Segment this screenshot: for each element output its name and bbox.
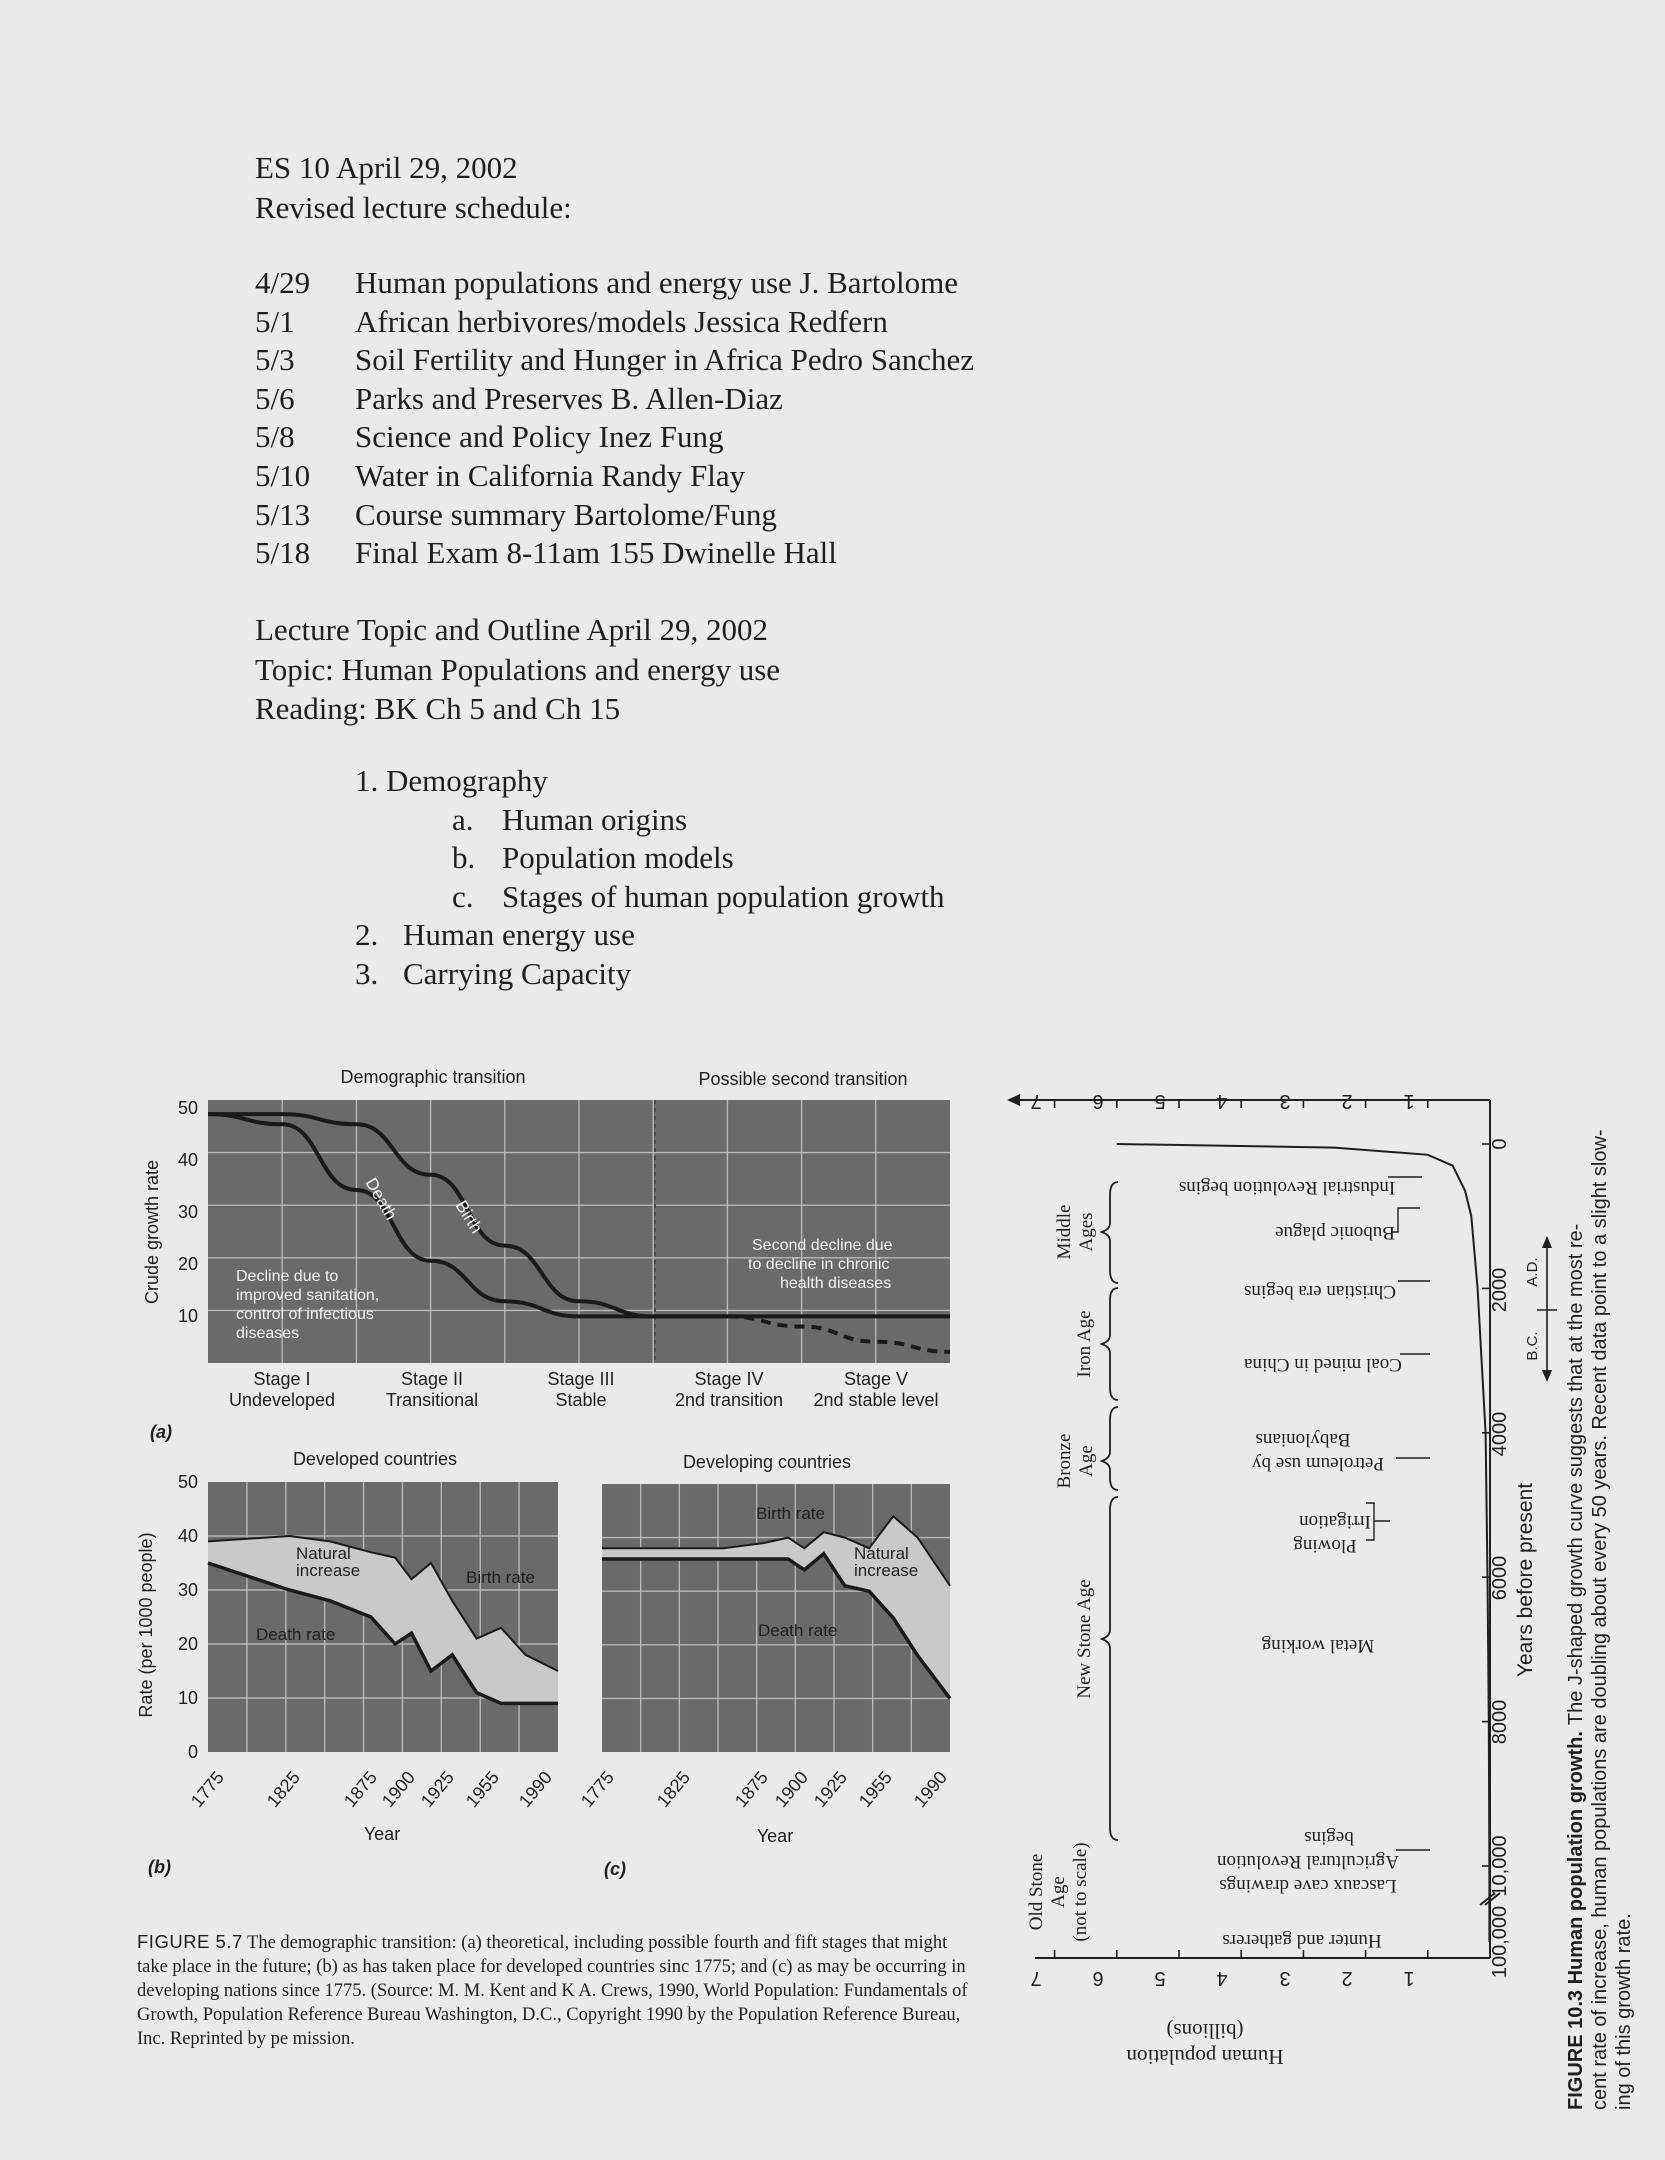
event-metal-working: Metal working [1261,1635,1375,1656]
age-sublabel: (not to scale) [1070,1842,1091,1942]
x-tick: 1775 [576,1767,618,1811]
panel-a-title-left: Demographic transition [340,1067,526,1087]
caption-line-3: ing of this growth rate. [1613,1913,1635,2110]
caption-line-2: cent rate of increase, human populations are doubling about every 50 years. Recent data point to a slight slow- [1589,1129,1611,2110]
y-tick: 7 [1030,1967,1042,1989]
era-arrow-head [1542,1236,1552,1248]
schedule-topic: Soil Fertility and Hunger in Africa Pedro Sanchez [355,342,975,378]
birth-curve-label: Birth [451,1197,487,1237]
event-annotations [1179,1177,1430,1951]
x-tick: 100,000 [1489,1905,1511,1979]
figure-5-7-caption-text: The demographic transition: (a) theoretical, including possible fourth and fift stages that might take place in the future; (b) as has taken place for developed countries sinc 1775; and (c) as may be occurring in developing nations since 1775. (Source: M. M. Kent and K A. Crews, 1990, World Population: Fundamentals of Growth, Population Reference Bureau Washington, D.C., Copyright 1990 by the Population Reference Bureau, Inc. Reprinted by pe mission. [137,1933,968,2049]
y-tick: 7 [1030,1090,1042,1112]
panel-a-ytick: 20 [177,1254,198,1274]
x-tick: 1990 [909,1767,951,1811]
panel-c-letter: (c) [604,1859,626,1879]
y-tick: 4 [1216,1090,1228,1112]
panel-b-ytick: 20 [177,1634,198,1654]
y-tick: 6 [1092,1967,1104,1989]
age-label-new-stone-age: New Stone Age [1074,1579,1095,1699]
panel-b-ytick: 50 [177,1472,198,1492]
population-axis-unit: (billions) [1166,2019,1244,2043]
schedule-date: 5/1 [255,303,295,339]
y-tick: 5 [1154,1967,1166,1989]
outline-letter: c. [452,878,474,914]
population-axis-label: Human population [1126,2045,1284,2069]
schedule-heading: Revised lecture schedule: [255,190,572,225]
panel-b-ytick: 30 [177,1580,198,1600]
y-tick: 1 [1403,1967,1415,1989]
schedule-topic: Human populations and energy use J. Bartolome [355,265,958,300]
panel-a-letter: (a) [150,1422,172,1442]
chronic-disease-note: Second decline due to decline in chronic health diseases [748,1237,893,1292]
outline-number: 2. [355,917,379,953]
age-label-old-stone-age: Old Stone [1026,1853,1047,1931]
natural-increase-label: Natural increase [854,1544,919,1580]
schedule-topic: African herbivores/models Jessica Redfern [355,303,888,339]
panel-a-ytick: 50 [177,1098,198,1118]
age-sublabel: Ages [1076,1212,1097,1252]
bracket [1102,1497,1118,1840]
figure-5-7-label: FIGURE 5.7 [137,1931,243,1952]
outline-number: 1. [355,763,379,798]
schedule-date: 5/6 [255,380,295,416]
schedule-topic: Course summary Bartolome/Fung [355,496,777,532]
x-tick: 1900 [770,1767,812,1811]
era-ad-label: A.D. [1524,1257,1541,1287]
panel-c [577,1452,951,1879]
y-tick: 2 [1341,1090,1353,1112]
birth-rate-label: Birth rate [466,1568,535,1587]
event-bubonic-plague: Bubonic plague [1275,1222,1395,1243]
x-tick: 0 [1489,1138,1511,1150]
age-label-iron-age: Iron Age [1074,1310,1095,1378]
y-tick: 3 [1279,1090,1291,1112]
figure-5-7-caption [137,1930,982,2051]
event-petroleum: Petroleum use by [1252,1453,1384,1474]
schedule-topic: Final Exam 8-11am 155 Dwinelle Hall [355,535,837,571]
era-bc-label: B.C. [1524,1331,1541,1361]
death-rate-label: Death rate [758,1621,838,1640]
schedule-date: 5/10 [255,457,311,493]
schedule-date: 5/13 [255,496,311,532]
outline-letter: a. [452,801,474,837]
stage-label: Stage IV [694,1369,764,1389]
outline-text: Stages of human population growth [502,878,945,914]
panel-b-ytick: 40 [177,1526,198,1546]
age-brackets [1026,1182,1118,1942]
stage-sublabel: 2nd transition [674,1390,784,1410]
panel-c-x-label: Year [756,1826,794,1846]
event-christian-era: Christian era begins [1244,1281,1396,1302]
event-plowing: Plowing [1293,1535,1357,1556]
schedule-topic: Water in California Randy Flay [355,457,746,493]
stage-sublabel: Transitional [385,1390,479,1410]
stage-label: Stage V [843,1369,909,1389]
schedule-date: 5/8 [255,419,295,455]
panel-a-title-right: Possible second transition [698,1069,908,1089]
y-tick: 2 [1341,1967,1353,1989]
x-tick: 1925 [809,1767,851,1811]
schedule-date: 5/3 [255,342,295,378]
bracket [1102,1288,1118,1400]
panel-a-ytick: 30 [177,1202,198,1222]
panel-b-title: Developed countries [292,1449,458,1469]
schedule-date: 5/18 [255,535,311,571]
outline-number: 3. [355,955,379,991]
birth-rate-label: Birth rate [756,1504,825,1523]
lecture-title: Lecture Topic and Outline April 29, 2002 [255,612,768,647]
arrow-head [1007,1094,1020,1106]
panel-b-y-label: Rate (per 1000 people) [136,1532,156,1718]
x-tick: 1775 [186,1767,228,1811]
age-label-bronze-age: Bronze [1054,1433,1075,1489]
panel-a-y-label: Crude growth rate [142,1159,162,1305]
x-tick: 1900 [377,1767,419,1811]
panel-b [136,1449,558,1877]
schedule-topic: Parks and Preserves B. Allen-Diaz [355,380,783,416]
time-axis-label: Years before present [1514,1482,1537,1678]
x-tick: 1825 [652,1767,694,1811]
stage-label: Stage II [400,1369,464,1389]
y-tick: 4 [1216,1967,1228,1989]
caption-line-1: FIGURE 10.3 Human population growth.The J-shaped growth curve suggests that at the most re- [1565,1223,1587,2110]
stage-label: Stage I [253,1369,311,1389]
x-tick: 1990 [514,1767,556,1811]
x-tick: 1875 [730,1767,772,1811]
lecture-topic: Topic: Human Populations and energy use [255,651,781,687]
lecture-reading: Reading: BK Ch 5 and Ch 15 [255,691,621,726]
event-lascaux: Lascaux cave drawings [1219,1875,1397,1896]
outline-text: Human origins [502,801,688,837]
x-tick: 1955 [854,1767,896,1811]
panel-a-ytick: 10 [177,1306,198,1326]
course-date-line: ES 10 April 29, 2002 [255,150,518,185]
x-tick: 1825 [262,1767,304,1811]
event-hunter-gatherers: Hunter and gatherers [1222,1930,1382,1951]
x-tick: 4000 [1489,1411,1511,1457]
x-tick: 1955 [461,1767,503,1811]
event-agricultural-revolution: Agricultural Revolution [1216,1851,1400,1872]
x-tick: 6000 [1489,1555,1511,1601]
sanitation-note: Decline due to improved sanitation, control of infectious diseases [236,1268,380,1342]
panel-b-letter: (b) [148,1857,171,1877]
outline-text: Demography [386,763,548,798]
x-tick: 1925 [416,1767,458,1811]
era-arrow-head [1542,1370,1552,1382]
death-curve-label: Death [361,1174,401,1224]
stage-label: Stage III [547,1369,615,1389]
stage-sublabel: Stable [555,1390,607,1410]
panel-c-title: Developing countries [682,1452,852,1472]
outline-text: Human energy use [403,917,635,953]
event-petroleum-sub: Babylonians [1255,1429,1351,1450]
y-tick: 6 [1092,1090,1104,1112]
time-tick-labels [1489,1138,1511,1978]
outline-text: Carrying Capacity [403,955,632,991]
panel-b-ytick: 10 [177,1688,198,1708]
y-tick: 5 [1154,1090,1166,1112]
y-tick: 3 [1279,1967,1291,1989]
figure-10-3-caption [1565,1129,1635,2110]
bracket [1102,1182,1118,1283]
outline-text: Population models [502,840,734,876]
schedule-date: 4/29 [255,265,311,300]
x-tick: 2000 [1489,1267,1511,1313]
panel-a [142,1067,950,1442]
event-agricultural-sub: begins [1304,1827,1354,1848]
age-sublabel: Age [1076,1445,1097,1477]
death-rate-label: Death rate [256,1625,336,1644]
natural-increase-label: Natural increase [296,1544,361,1580]
age-label-middle-ages: Middle [1054,1204,1075,1260]
panel-c-x-ticks [577,1767,951,1811]
outline-letter: b. [452,840,476,876]
event-coal-china: Coal mined in China [1244,1354,1402,1375]
panel-a-ytick: 40 [177,1150,198,1170]
x-tick: 10,000 [1489,1835,1511,1897]
stage-sublabel: Undeveloped [228,1390,336,1410]
x-tick: 8000 [1489,1699,1511,1745]
figure-10-3 [1000,1070,1665,2160]
panel-b-x-label: Year [363,1824,401,1844]
x-tick: 1875 [339,1767,381,1811]
panel-b-ytick: 0 [187,1742,198,1762]
stage-labels [229,1369,939,1410]
panel-b-x-ticks [187,1767,556,1811]
schedule-topic: Science and Policy Inez Fung [355,419,724,455]
bracket [1102,1407,1118,1490]
stage-sublabel: 2nd stable level [813,1390,939,1410]
event-irrigation: Irrigation [1299,1511,1371,1532]
event-industrial-revolution: Industrial Revolution begins [1178,1177,1396,1198]
y-tick: 1 [1403,1090,1415,1112]
age-sublabel: Age [1048,1876,1069,1908]
